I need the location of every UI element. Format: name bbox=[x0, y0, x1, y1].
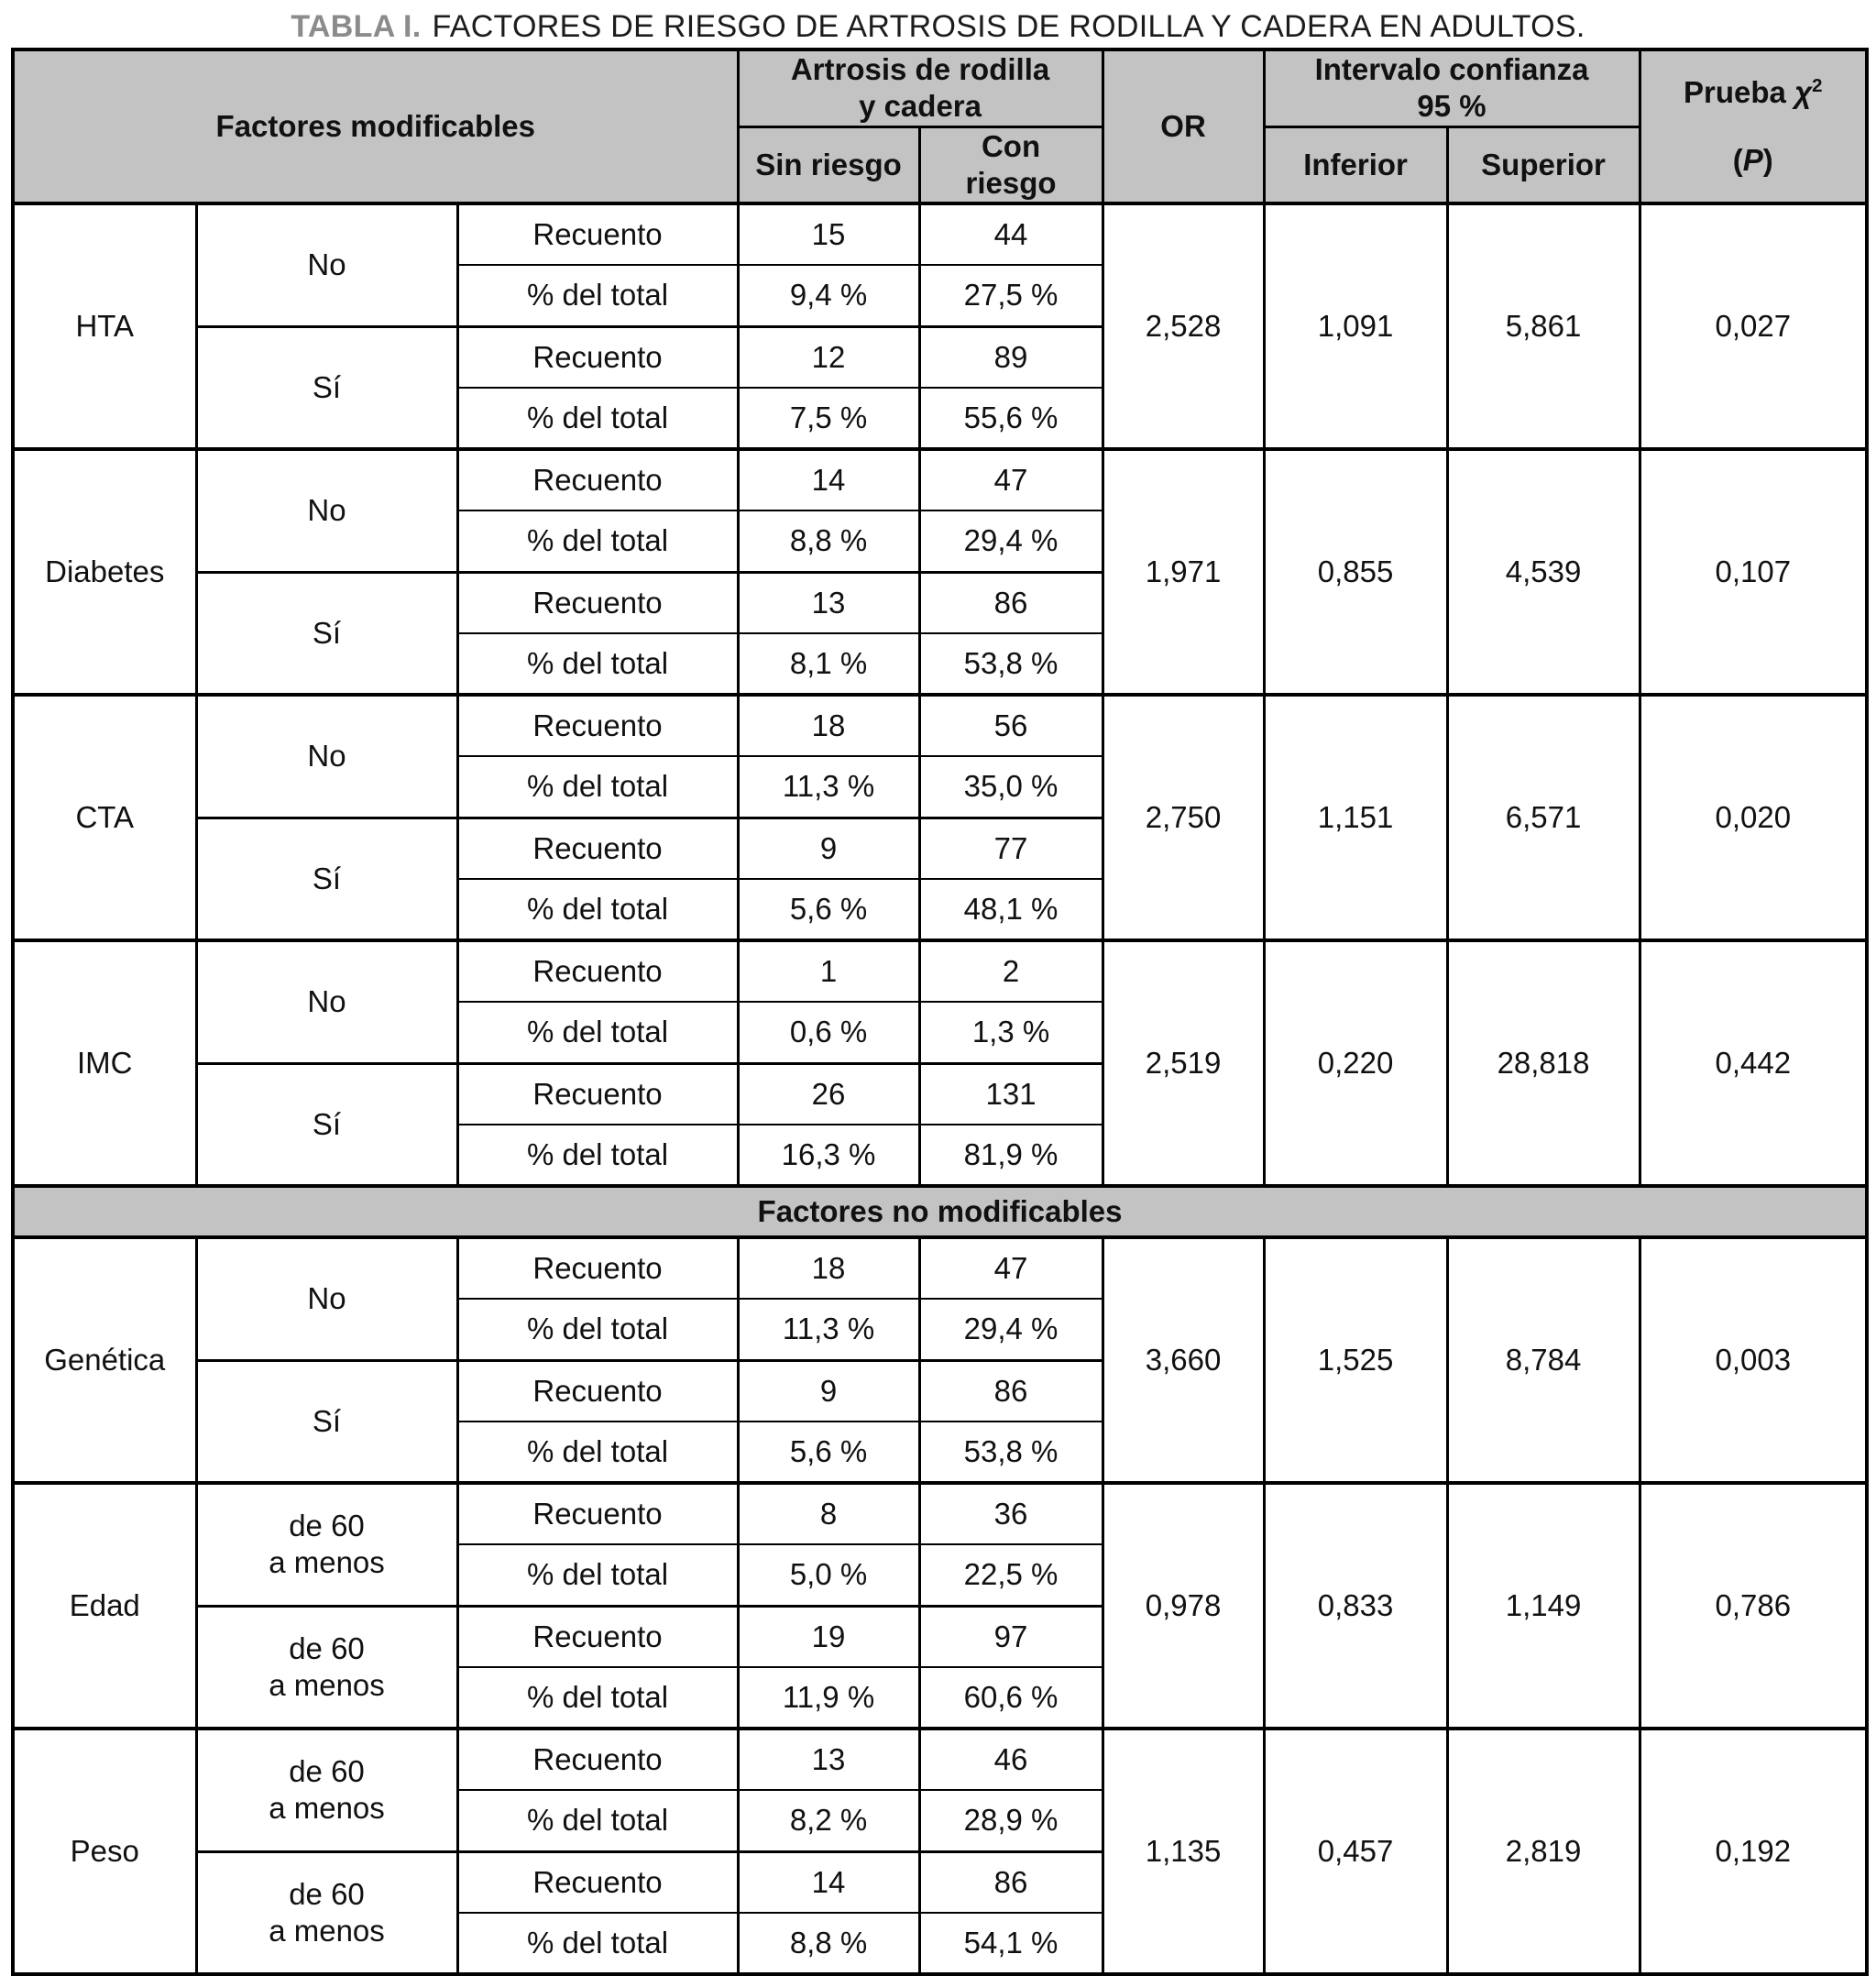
value-sin-riesgo: 14 bbox=[738, 449, 919, 510]
stat-label: Recuento bbox=[457, 695, 738, 756]
group-label-line: No bbox=[307, 493, 346, 528]
value-sin-riesgo: 12 bbox=[738, 326, 919, 388]
ci-inferior-value: 1,525 bbox=[1264, 1237, 1447, 1483]
value-sin-riesgo: 5,6 % bbox=[738, 1422, 919, 1483]
value-con-riesgo: 54,1 % bbox=[919, 1913, 1103, 1974]
col-header-or: OR bbox=[1103, 49, 1264, 203]
value-sin-riesgo: 16,3 % bbox=[738, 1125, 919, 1186]
group-label bbox=[196, 818, 457, 940]
group-label-line: a menos bbox=[269, 1545, 385, 1580]
col-header-artrosis-line1: Artrosis de rodilla bbox=[790, 52, 1050, 86]
group-label-line: No bbox=[307, 984, 346, 1019]
factor-name: Genética bbox=[13, 1237, 196, 1483]
value-con-riesgo: 47 bbox=[919, 1237, 1103, 1299]
stat-label: Recuento bbox=[457, 1729, 738, 1790]
value-sin-riesgo: 14 bbox=[738, 1851, 919, 1913]
value-sin-riesgo: 1 bbox=[738, 940, 919, 1002]
value-sin-riesgo: 11,9 % bbox=[738, 1667, 919, 1729]
col-header-con-riesgo-line2: riesgo bbox=[965, 165, 1057, 200]
table-title-prefix: TABLA I. bbox=[291, 9, 422, 44]
stat-label: Recuento bbox=[457, 1063, 738, 1125]
col-header-superior: Superior bbox=[1447, 126, 1640, 203]
group-label bbox=[196, 1851, 457, 1974]
group-label-line: a menos bbox=[269, 1913, 385, 1948]
prueba-chi2-wrap bbox=[1649, 59, 1859, 194]
stat-label: Recuento bbox=[457, 940, 738, 1002]
ci-superior-value: 6,571 bbox=[1447, 695, 1640, 940]
group-label-line: Sí bbox=[312, 615, 342, 650]
value-sin-riesgo: 11,3 % bbox=[738, 1299, 919, 1360]
stat-label: Recuento bbox=[457, 326, 738, 388]
col-header-inferior: Inferior bbox=[1264, 126, 1447, 203]
group-label bbox=[196, 1606, 457, 1729]
stat-label: % del total bbox=[457, 633, 738, 695]
or-value: 1,971 bbox=[1103, 449, 1264, 695]
prueba-chi2-label bbox=[1684, 75, 1822, 110]
value-sin-riesgo: 13 bbox=[738, 572, 919, 633]
ci-inferior-value: 0,457 bbox=[1264, 1729, 1447, 1974]
stat-label: % del total bbox=[457, 1125, 738, 1186]
value-sin-riesgo: 9 bbox=[738, 1360, 919, 1422]
stat-label: % del total bbox=[457, 1913, 738, 1974]
stat-label: Recuento bbox=[457, 1851, 738, 1913]
p-value: 0,442 bbox=[1640, 940, 1867, 1186]
group-label-line: Sí bbox=[312, 861, 342, 895]
or-value: 2,528 bbox=[1103, 203, 1264, 449]
value-con-riesgo: 28,9 % bbox=[919, 1790, 1103, 1851]
value-con-riesgo: 2 bbox=[919, 940, 1103, 1002]
stat-label: % del total bbox=[457, 1667, 738, 1729]
group-label-line: a menos bbox=[269, 1791, 385, 1826]
ci-superior-value: 8,784 bbox=[1447, 1237, 1640, 1483]
value-sin-riesgo: 8,8 % bbox=[738, 1913, 919, 1974]
stat-label: % del total bbox=[457, 510, 738, 572]
value-con-riesgo: 48,1 % bbox=[919, 879, 1103, 940]
value-con-riesgo: 55,6 % bbox=[919, 388, 1103, 449]
prueba-text: Prueba bbox=[1684, 75, 1786, 109]
factor-name: CTA bbox=[13, 695, 196, 940]
group-label-line: a menos bbox=[269, 1667, 385, 1702]
group-label-line: No bbox=[307, 739, 346, 774]
group-label-line: Sí bbox=[312, 1106, 342, 1141]
table-row bbox=[13, 203, 1867, 265]
table-title-text: FACTORES DE RIESGO DE ARTROSIS DE RODILLA Y CADERA EN ADULTOS. bbox=[432, 9, 1585, 44]
value-sin-riesgo: 15 bbox=[738, 203, 919, 265]
p-value: 0,003 bbox=[1640, 1237, 1867, 1483]
table-body bbox=[13, 203, 1867, 1974]
value-sin-riesgo: 11,3 % bbox=[738, 756, 919, 818]
col-header-intervalo-line1: Intervalo confianza bbox=[1314, 52, 1589, 86]
col-header-factores-modificables: Factores modificables bbox=[13, 49, 738, 203]
risk-factors-table bbox=[11, 48, 1869, 1976]
value-con-riesgo: 27,5 % bbox=[919, 265, 1103, 326]
value-sin-riesgo: 7,5 % bbox=[738, 388, 919, 449]
stat-label: % del total bbox=[457, 1299, 738, 1360]
group-label bbox=[196, 572, 457, 695]
stat-label: % del total bbox=[457, 265, 738, 326]
value-sin-riesgo: 0,6 % bbox=[738, 1002, 919, 1063]
ci-inferior-value: 0,833 bbox=[1264, 1483, 1447, 1729]
factor-name: HTA bbox=[13, 203, 196, 449]
table-row bbox=[13, 449, 1867, 510]
group-label bbox=[196, 1063, 457, 1186]
value-con-riesgo: 35,0 % bbox=[919, 756, 1103, 818]
section-band-row bbox=[13, 1186, 1867, 1237]
value-con-riesgo: 86 bbox=[919, 1851, 1103, 1913]
table-row bbox=[13, 1483, 1867, 1544]
or-value: 2,750 bbox=[1103, 695, 1264, 940]
value-con-riesgo: 1,3 % bbox=[919, 1002, 1103, 1063]
group-label-line: de 60 bbox=[289, 1754, 365, 1788]
ci-superior-value: 1,149 bbox=[1447, 1483, 1640, 1729]
value-sin-riesgo: 8,8 % bbox=[738, 510, 919, 572]
chi-symbol: χ bbox=[1794, 75, 1813, 109]
group-label bbox=[196, 1360, 457, 1483]
value-sin-riesgo: 5,6 % bbox=[738, 879, 919, 940]
value-con-riesgo: 131 bbox=[919, 1063, 1103, 1125]
ci-superior-value: 28,818 bbox=[1447, 940, 1640, 1186]
group-label bbox=[196, 1237, 457, 1360]
col-header-artrosis-line2: y cadera bbox=[859, 89, 982, 124]
section-band: Factores no modificables bbox=[13, 1186, 1867, 1237]
ci-inferior-value: 1,091 bbox=[1264, 203, 1447, 449]
stat-label: % del total bbox=[457, 1002, 738, 1063]
value-con-riesgo: 47 bbox=[919, 449, 1103, 510]
table-header bbox=[13, 49, 1867, 203]
group-label-line: No bbox=[307, 247, 346, 282]
ci-inferior-value: 0,220 bbox=[1264, 940, 1447, 1186]
table-row bbox=[13, 940, 1867, 1002]
table-title bbox=[0, 0, 1876, 48]
group-label-line: Sí bbox=[312, 1403, 342, 1438]
group-label bbox=[196, 940, 457, 1063]
value-con-riesgo: 36 bbox=[919, 1483, 1103, 1544]
group-label bbox=[196, 695, 457, 818]
value-con-riesgo: 97 bbox=[919, 1606, 1103, 1667]
factor-name: Edad bbox=[13, 1483, 196, 1729]
stat-label: Recuento bbox=[457, 1606, 738, 1667]
p-value: 0,786 bbox=[1640, 1483, 1867, 1729]
value-con-riesgo: 86 bbox=[919, 572, 1103, 633]
value-sin-riesgo: 9,4 % bbox=[738, 265, 919, 326]
or-value: 0,978 bbox=[1103, 1483, 1264, 1729]
p-value: 0,192 bbox=[1640, 1729, 1867, 1974]
group-label-line: de 60 bbox=[289, 1876, 365, 1911]
col-header-prueba-chi2 bbox=[1640, 49, 1867, 203]
stat-label: Recuento bbox=[457, 818, 738, 879]
value-con-riesgo: 29,4 % bbox=[919, 1299, 1103, 1360]
p-value: 0,027 bbox=[1640, 203, 1867, 449]
stat-label: % del total bbox=[457, 388, 738, 449]
value-con-riesgo: 46 bbox=[919, 1729, 1103, 1790]
group-label bbox=[196, 1483, 457, 1606]
stat-label: Recuento bbox=[457, 203, 738, 265]
value-sin-riesgo: 18 bbox=[738, 695, 919, 756]
group-label-line: No bbox=[307, 1281, 346, 1316]
value-sin-riesgo: 9 bbox=[738, 818, 919, 879]
group-label bbox=[196, 203, 457, 326]
header-row-1 bbox=[13, 49, 1867, 126]
ci-superior-value: 4,539 bbox=[1447, 449, 1640, 695]
group-label-line: Sí bbox=[312, 369, 342, 404]
col-header-sin-riesgo: Sin riesgo bbox=[738, 126, 919, 203]
stat-label: % del total bbox=[457, 1422, 738, 1483]
value-con-riesgo: 22,5 % bbox=[919, 1544, 1103, 1606]
or-value: 1,135 bbox=[1103, 1729, 1264, 1974]
value-sin-riesgo: 8 bbox=[738, 1483, 919, 1544]
ci-superior-value: 2,819 bbox=[1447, 1729, 1640, 1974]
col-header-intervalo-line2: 95 % bbox=[1417, 89, 1487, 124]
p-value: 0,107 bbox=[1640, 449, 1867, 695]
group-label bbox=[196, 449, 457, 572]
value-con-riesgo: 60,6 % bbox=[919, 1667, 1103, 1729]
stat-label: % del total bbox=[457, 879, 738, 940]
factor-name: Diabetes bbox=[13, 449, 196, 695]
value-con-riesgo: 53,8 % bbox=[919, 1422, 1103, 1483]
group-label-line: de 60 bbox=[289, 1630, 365, 1665]
stat-label: Recuento bbox=[457, 1483, 738, 1544]
value-sin-riesgo: 18 bbox=[738, 1237, 919, 1299]
p-value: 0,020 bbox=[1640, 695, 1867, 940]
col-header-con-riesgo bbox=[919, 126, 1103, 203]
p-open-paren: ( bbox=[1732, 143, 1743, 177]
p-close-paren: ) bbox=[1762, 143, 1773, 177]
stat-label: Recuento bbox=[457, 449, 738, 510]
value-con-riesgo: 56 bbox=[919, 695, 1103, 756]
stat-label: Recuento bbox=[457, 1237, 738, 1299]
table-row bbox=[13, 1237, 1867, 1299]
value-sin-riesgo: 5,0 % bbox=[738, 1544, 919, 1606]
col-header-artrosis bbox=[738, 49, 1103, 126]
stat-label: % del total bbox=[457, 756, 738, 818]
ci-inferior-value: 0,855 bbox=[1264, 449, 1447, 695]
value-sin-riesgo: 26 bbox=[738, 1063, 919, 1125]
table-row bbox=[13, 695, 1867, 756]
value-con-riesgo: 29,4 % bbox=[919, 510, 1103, 572]
value-con-riesgo: 89 bbox=[919, 326, 1103, 388]
stat-label: Recuento bbox=[457, 1360, 738, 1422]
factor-name: IMC bbox=[13, 940, 196, 1186]
group-label bbox=[196, 1729, 457, 1851]
value-con-riesgo: 81,9 % bbox=[919, 1125, 1103, 1186]
value-sin-riesgo: 8,1 % bbox=[738, 633, 919, 695]
table-row bbox=[13, 1729, 1867, 1790]
value-sin-riesgo: 13 bbox=[738, 1729, 919, 1790]
stat-label: Recuento bbox=[457, 572, 738, 633]
value-con-riesgo: 77 bbox=[919, 818, 1103, 879]
col-header-con-riesgo-line1: Con bbox=[981, 128, 1041, 163]
value-sin-riesgo: 8,2 % bbox=[738, 1790, 919, 1851]
value-con-riesgo: 53,8 % bbox=[919, 633, 1103, 695]
value-sin-riesgo: 19 bbox=[738, 1606, 919, 1667]
stat-label: % del total bbox=[457, 1544, 738, 1606]
p-letter: P bbox=[1742, 143, 1763, 177]
col-header-intervalo-confianza bbox=[1264, 49, 1640, 126]
ci-superior-value: 5,861 bbox=[1447, 203, 1640, 449]
p-label bbox=[1733, 143, 1773, 178]
value-con-riesgo: 86 bbox=[919, 1360, 1103, 1422]
or-value: 2,519 bbox=[1103, 940, 1264, 1186]
stat-label: % del total bbox=[457, 1790, 738, 1851]
value-con-riesgo: 44 bbox=[919, 203, 1103, 265]
chi-exponent: 2 bbox=[1812, 75, 1823, 96]
group-label-line: de 60 bbox=[289, 1509, 365, 1542]
group-label bbox=[196, 326, 457, 449]
or-value: 3,660 bbox=[1103, 1237, 1264, 1483]
ci-inferior-value: 1,151 bbox=[1264, 695, 1447, 940]
factor-name: Peso bbox=[13, 1729, 196, 1974]
